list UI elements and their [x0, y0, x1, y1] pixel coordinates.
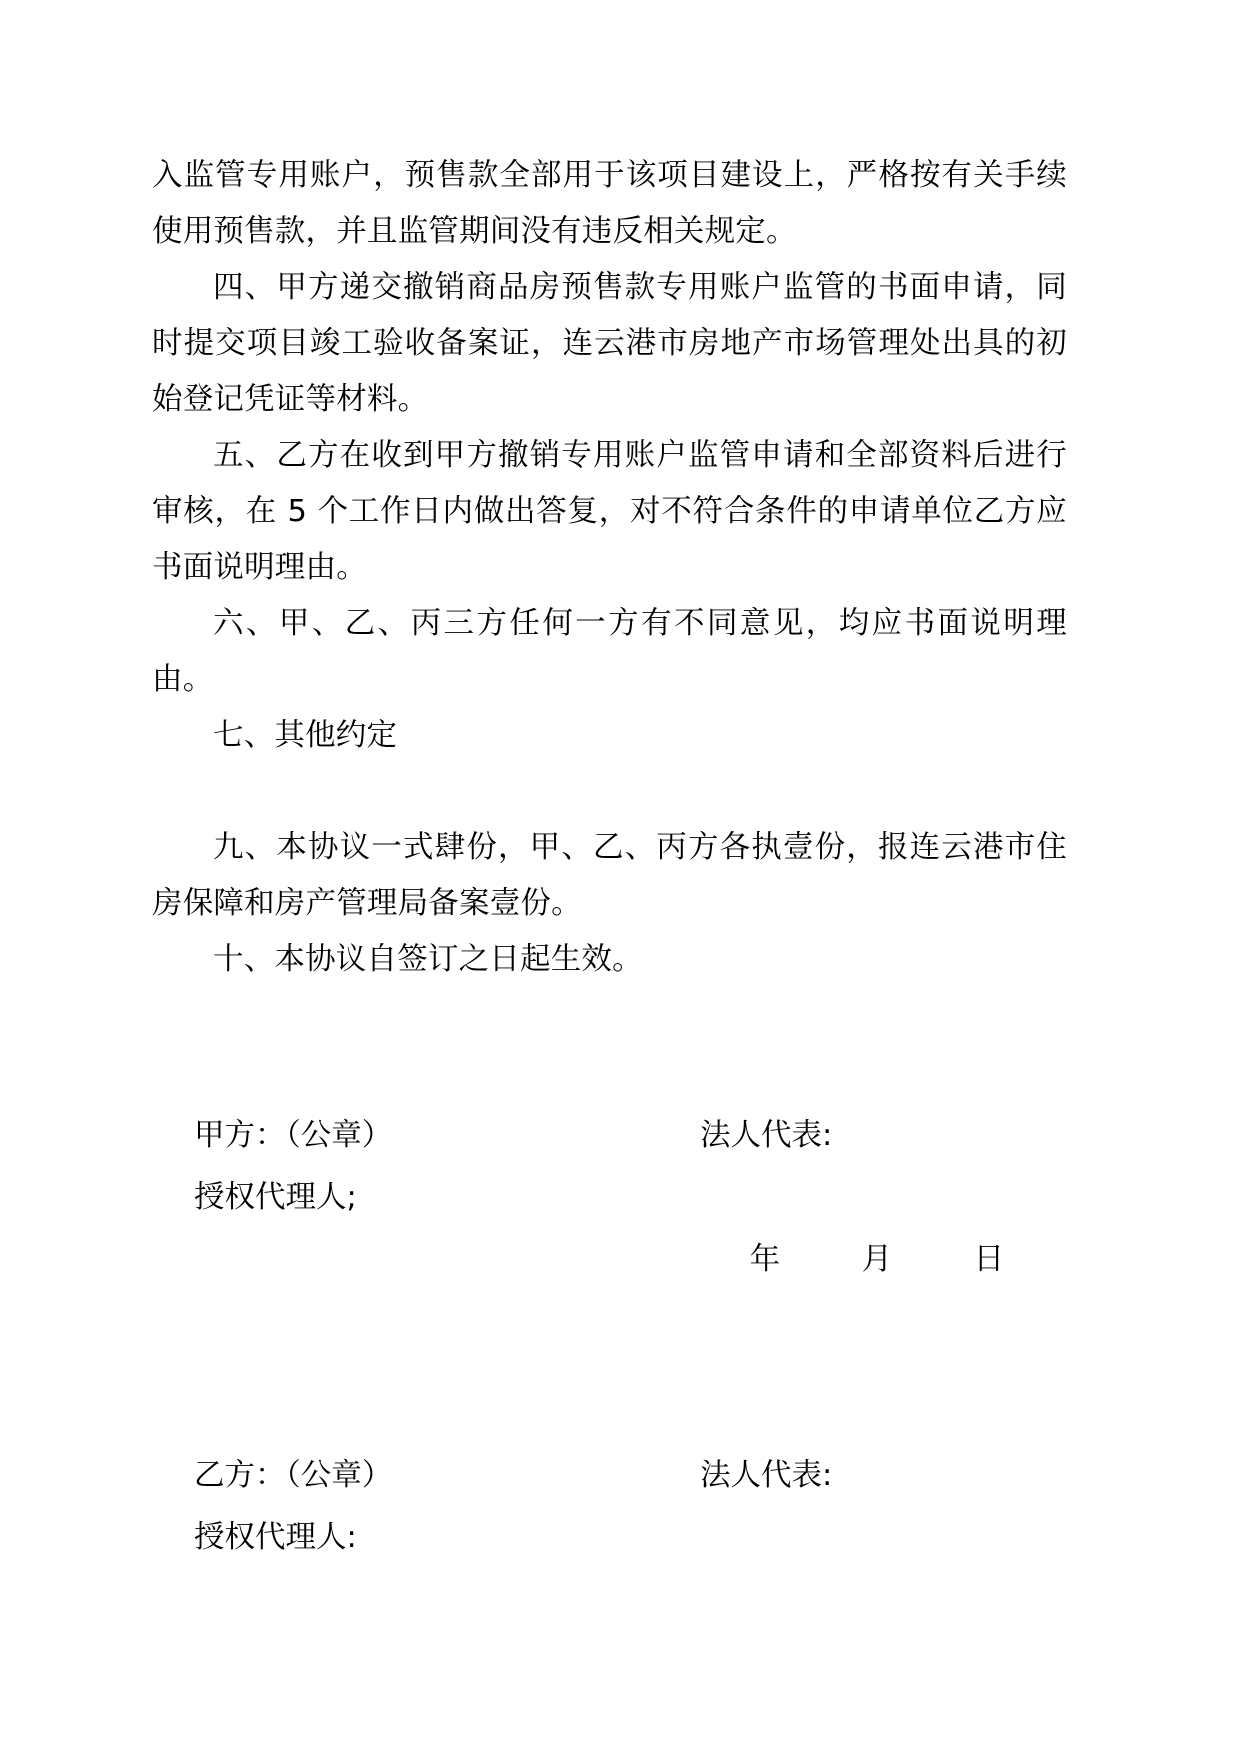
paragraph-item-seven: 七、其他约定	[213, 718, 398, 753]
paragraph-blank-line	[152, 764, 1067, 820]
signature-block-party-b	[152, 1445, 1067, 1569]
signature-row-party-a-seal	[152, 1105, 1067, 1167]
party-a-label: 甲方：（公章）	[194, 1118, 393, 1153]
document-body	[152, 148, 1067, 988]
signature-row-party-a-agent	[152, 1167, 1067, 1277]
party-a-representative-label: 法人代表:	[700, 1118, 833, 1153]
date-year-label: 年	[749, 1242, 781, 1277]
signature-row-party-b-seal	[152, 1445, 1067, 1507]
paragraph-item-ten: 十、本协议自签订之日起生效。	[213, 942, 643, 977]
signature-row-party-b-agent	[152, 1507, 1067, 1569]
party-b-agent-label: 授权代理人:	[194, 1520, 357, 1555]
paragraph-continued: 入监管专用账户，预售款全部用于该项目建设上，严格按有关手续使用预售款，并且监管期间没有违反相关规定。	[152, 158, 1067, 249]
party-b-representative-label: 法人代表:	[700, 1458, 833, 1493]
paragraph-item-four: 四、甲方递交撤销商品房预售款专用账户监管的书面申请，同时提交项目竣工验收备案证，连云港市房地产市场管理处出具的初始登记凭证等材料。	[152, 270, 1067, 417]
party-a-date-line	[672, 1167, 1086, 1353]
date-day-label: 日	[973, 1242, 1005, 1277]
date-month-label: 月	[861, 1242, 893, 1277]
paragraph-item-five: 五、乙方在收到甲方撤销专用账户监管申请和全部资料后进行审核，在 5 个工作日内做出答复，对不符合条件的申请单位乙方应书面说明理由。	[152, 438, 1067, 585]
party-a-agent-label: 授权代理人;	[194, 1180, 357, 1215]
paragraph-item-nine: 九、本协议一式肆份，甲、乙、丙方各执壹份，报连云港市住房保障和房产管理局备案壹份。	[152, 830, 1067, 921]
party-b-label: 乙方：（公章）	[194, 1458, 393, 1493]
paragraph-item-six: 六、甲、乙、丙三方任何一方有不同意见，均应书面说明理由。	[152, 606, 1067, 697]
signature-block-party-a	[152, 1105, 1067, 1277]
